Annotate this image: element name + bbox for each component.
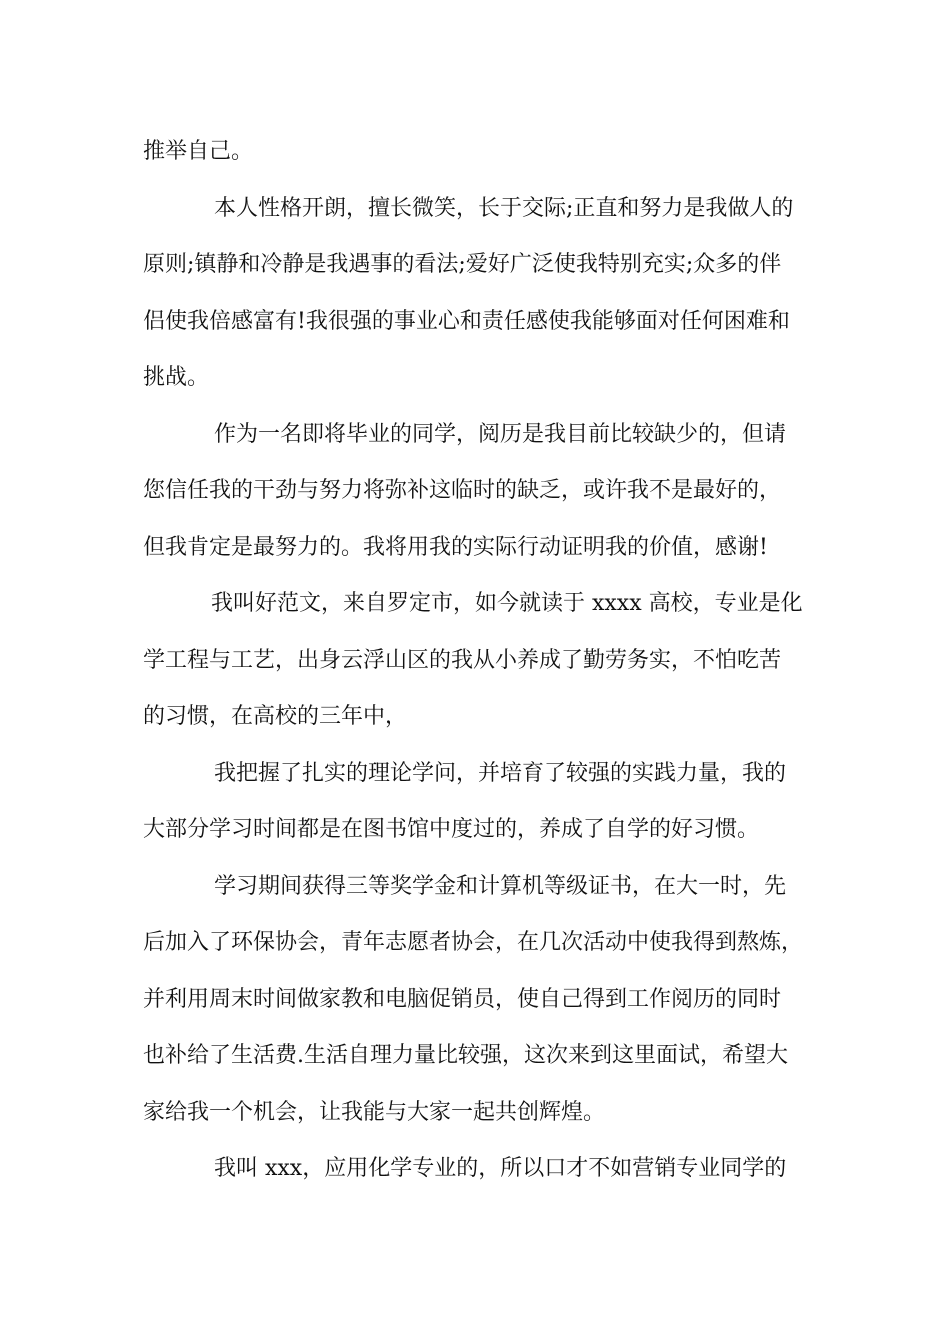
text-line bbox=[0, 867, 950, 907]
line-text: 学习期间获得三等奖学金和计算机等级证书，在大一时，先 bbox=[214, 874, 787, 899]
text-line bbox=[0, 1093, 950, 1133]
text-line bbox=[0, 923, 950, 963]
text-line bbox=[0, 302, 950, 342]
text-line bbox=[0, 132, 950, 172]
text-line bbox=[0, 358, 950, 398]
text-line bbox=[0, 528, 950, 568]
line-text: 我叫好范文，来自罗定市，如今就读于 xxxx 高校，专业是化 bbox=[211, 591, 803, 616]
line-text: 但我肯定是最努力的。我将用我的实际行动证明我的价值，感谢! bbox=[143, 535, 768, 560]
line-text: 学工程与工艺，出身云浮山区的我从小养成了勤劳务实，不怕吃苦 bbox=[143, 648, 782, 673]
line-text: 侣使我倍感富有!我很强的事业心和责任感使我能够面对任何困难和 bbox=[143, 309, 790, 334]
text-line bbox=[0, 471, 950, 511]
line-text: 您信任我的干劲与努力将弥补这临时的缺乏，或许我不是最好的， bbox=[143, 478, 782, 503]
text-line bbox=[0, 189, 950, 229]
line-text: 的习惯，在高校的三年中， bbox=[143, 704, 408, 729]
line-text: 家给我一个机会，让我能与大家一起共创辉煌。 bbox=[143, 1100, 606, 1125]
line-text: 我把握了扎实的理论学问，并培育了较强的实践力量，我的 bbox=[214, 761, 787, 786]
text-line bbox=[0, 810, 950, 850]
text-line bbox=[0, 245, 950, 285]
text-line bbox=[0, 980, 950, 1020]
line-text: 本人性格开朗，擅长微笑，长于交际;正直和努力是我做人的 bbox=[214, 196, 794, 221]
text-line bbox=[0, 1149, 950, 1189]
line-text: 我叫 xxx，应用化学专业的，所以口才不如营销专业同学的 bbox=[214, 1156, 787, 1181]
text-line bbox=[0, 754, 950, 794]
line-text: 大部分学习时间都是在图书馆中度过的，养成了自学的好习惯。 bbox=[143, 817, 760, 842]
text-line bbox=[0, 584, 950, 624]
text-line bbox=[0, 1036, 950, 1076]
line-text: 原则;镇静和冷静是我遇事的看法;爱好广泛使我特别充实;众多的伴 bbox=[143, 252, 782, 277]
line-text: 并利用周末时间做家教和电脑促销员，使自己得到工作阅历的同时 bbox=[143, 987, 782, 1012]
line-text: 后加入了环保协会，青年志愿者协会，在几次活动中使我得到熬炼， bbox=[143, 930, 804, 955]
text-line bbox=[0, 415, 950, 455]
line-text: 推举自己。 bbox=[143, 139, 254, 164]
line-text: 挑战。 bbox=[143, 365, 210, 390]
line-text: 作为一名即将毕业的同学，阅历是我目前比较缺少的，但请 bbox=[214, 422, 787, 447]
text-line bbox=[0, 697, 950, 737]
text-line bbox=[0, 641, 950, 681]
line-text: 也补给了生活费.生活自理力量比较强，这次来到这里面试，希望大 bbox=[143, 1043, 788, 1068]
